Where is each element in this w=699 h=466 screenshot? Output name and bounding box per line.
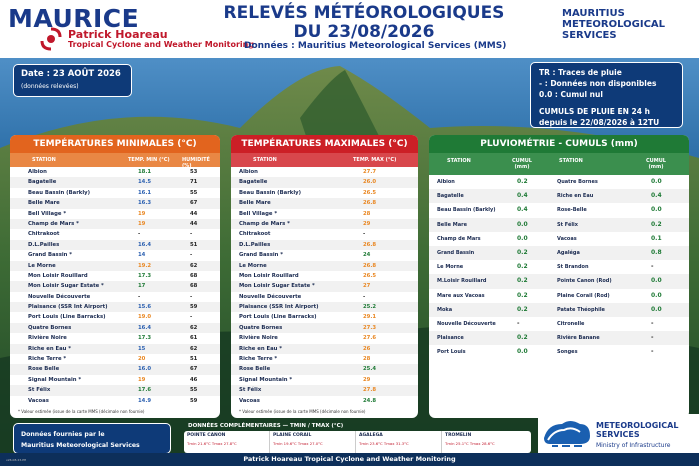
legend-cumul2: depuis le 22/08/2026 à 12TU [539,118,660,127]
station-name: Signal Mountain * [28,376,82,383]
station-name: D.L.Pailles [239,241,271,248]
rain-value: 0.4 [517,206,528,214]
humidity-value: 71 [190,179,198,186]
rain-value: 0.2 [517,291,528,299]
temp-max-value: 25.2 [363,304,377,311]
provided-by-box [13,423,171,454]
station-name: Champ de Mars * [239,220,290,227]
max-col-temp: TEMP. MAX (°C) [353,157,397,163]
humidity-value: 61 [190,335,198,342]
page-title-line2: DU 23/08/2026 [293,22,435,42]
station-name: Beau Bassin (Barkly) [28,189,91,196]
compl-cell [270,431,356,453]
station-name: Rose Belle [28,366,60,373]
temp-max-value: 25.4 [363,366,377,373]
table-row [231,302,418,312]
max-panel-title: TEMPÉRATURES MAXIMALES (°C) [231,135,418,153]
compl-name: AGALEGA [359,433,383,438]
legend-traces: TR : Traces de pluie [539,68,622,77]
max-note: * Valeur estimée (issue de la carte MMS (décimale non fournie) [239,409,366,414]
table-row [10,281,220,291]
table-row [231,292,418,302]
temp-min-value: - [138,293,141,300]
table-row [231,250,418,260]
rain-value: 0.2 [517,277,528,285]
rain-value: 0.0 [651,305,662,313]
humidity-value: 51 [190,356,198,363]
table-row [10,292,220,302]
rain-value: 0.0 [651,291,662,299]
temp-min-value: 15 [138,345,146,352]
legend-nd: - : Données non disponibles [539,79,657,88]
station-name: Mon Loisir Sugar Estate * [28,283,104,290]
temp-min-value: 17 [138,283,146,290]
table-row [231,344,418,354]
station-name: D.L.Pailles [28,241,60,248]
table-row [231,219,418,229]
min-panel-title: TEMPÉRATURES MINIMALES (°C) [10,135,220,153]
temp-min-value: 17.3 [138,335,152,342]
temp-max-value: 27 [363,283,371,290]
station-name: Riche en Eau * [28,345,72,352]
org-line3: SERVICES [562,30,617,41]
temp-min-value: 19.0 [138,314,152,321]
version-tag: v26.08.23-PH [6,458,27,462]
rain-value: - [651,334,654,342]
table-row [231,167,418,177]
temp-max-value: 26.8 [363,200,377,207]
brand-tagline: Tropical Cyclone and Weather Monitoring [68,40,255,49]
max-rows [231,167,418,406]
mms-ministry: Ministry of Infrastructure [596,442,671,449]
compl-values: Tmin 25.1°C Tmax 28.6°C [445,441,495,446]
station-name: Le Morne [239,262,267,269]
table-row [429,218,689,232]
table-row [429,189,689,203]
temp-max-value: 26.5 [363,189,377,196]
table-row [231,375,418,385]
station-name: Nouvelle Découverte [28,293,91,300]
station-name: Signal Mountain * [239,376,293,383]
station-name: Riche en Eau * [239,345,283,352]
station-name: Champ de Mars [437,235,481,242]
brand-subtitle: Patrick Hoareau [68,28,168,41]
temp-min-value: 16.1 [138,189,152,196]
rain-value: 0.4 [517,192,528,200]
header [0,0,699,58]
station-name: Rose-Belle [557,207,587,214]
compl-name: PLAINE CORAIL [273,433,312,438]
humidity-value: - [190,231,193,238]
station-name: Chitrakoot [239,231,271,238]
temp-max-value: 27.7 [363,169,377,175]
station-name: Bagatelle [239,179,268,186]
table-row [231,312,418,322]
humidity-value: 59 [190,304,198,311]
rain-value: - [651,263,654,271]
table-row [231,385,418,395]
station-name: Vacoas [28,397,49,404]
temp-min-value: - [138,231,141,238]
pluvio-panel-title: PLUVIOMÉTRIE - CUMULS (mm) [429,135,689,153]
bottom-bar: Patrick Hoareau Tropical Cyclone and Weather Monitoring [0,453,699,466]
temp-min-value: 14 [138,252,146,259]
rain-value: 0.2 [651,220,662,228]
rainfall-panel [429,135,689,418]
max-panel-header [231,153,418,167]
table-row [231,229,418,239]
station-name: St Brandon [557,264,589,271]
table-row [10,177,220,187]
date-note: (données relevées) [21,83,79,90]
humidity-value: 62 [190,324,198,331]
temp-min-value: 17.6 [138,387,152,394]
humidity-value: 44 [190,210,198,217]
rain-value: 0.2 [517,334,528,342]
station-name: Citronelle [557,320,585,327]
compl-name: POINTE CANON [187,433,226,438]
max-temperature-panel [231,135,418,418]
pluvio-col-station-1: STATION [447,158,471,164]
table-row [429,246,689,260]
table-row [10,209,220,219]
station-name: Chitrakoot [28,231,60,238]
station-name: Quatre Bornes [557,179,598,185]
mms-name [596,421,678,439]
table-row [10,167,220,177]
station-name: Plaisance (SSR Int Airport) [239,304,319,311]
station-name: Nouvelle Découverte [437,320,496,327]
station-name: Moka [437,306,453,313]
station-name: Bagatelle [28,179,57,186]
mms-line2: SERVICES [596,430,640,439]
humidity-value: 62 [190,262,198,269]
min-col-temp: TEMP. MIN (°C) [128,157,170,163]
table-row [231,188,418,198]
rain-value: 0.0 [651,178,662,185]
temp-max-value: 26 [363,345,371,352]
min-col-station: STATION [32,157,56,163]
table-row [231,177,418,187]
compl-cell [184,431,270,453]
org-line1: MAURITIUS [562,8,625,19]
temp-max-value: 27.6 [363,335,377,342]
temp-max-value: 29 [363,220,371,227]
station-name: Champ de Mars * [28,220,79,227]
humidity-value: - [190,252,193,259]
temp-min-value: 18.1 [138,169,152,175]
station-name: Belle Mare [28,200,60,207]
temp-min-value: 16.3 [138,200,152,207]
table-row [10,396,220,406]
rain-value: 0.0 [651,206,662,214]
rain-value: - [517,319,520,327]
station-name: Bell Village * [28,210,67,217]
rain-value: 0.2 [517,248,528,256]
pluvio-col-cumul-2: CUMUL (mm) [646,158,666,170]
temp-max-value: 27.8 [363,387,377,394]
org-name [562,8,665,41]
table-row [10,261,220,271]
legend-cumul1: CUMULS DE PLUIE EN 24 h [539,107,650,116]
pluvio-panel-header [429,153,689,175]
station-name: Plaine Corail (Rod) [557,292,610,299]
table-row [429,317,689,331]
temp-max-value: 26.0 [363,179,377,186]
humidity-value: 62 [190,345,198,352]
temp-min-value: 16.4 [138,241,152,248]
mms-logo-block [538,414,699,454]
date-box [13,64,132,97]
station-name: Beau Bassin (Barkly) [239,189,302,196]
date-label: Date : 23 AOÛT 2026 [21,69,121,79]
station-name: Rose Belle [239,366,271,373]
temp-min-value: 20 [138,356,146,363]
legend-nul: 0.0 : Cumul nul [539,90,603,99]
humidity-value: 68 [190,272,198,279]
station-name: Rivière Banane [557,335,600,342]
temp-min-value: 16.4 [138,324,152,331]
station-name: Grand Bassin * [28,252,73,259]
temp-min-value: 19 [138,210,146,217]
humidity-value: - [190,293,193,300]
table-row [429,203,689,217]
station-name: Port Louis (Line Barracks) [28,314,106,321]
temp-max-value: - [363,231,366,238]
table-row [10,344,220,354]
page-title-line1: RELEVÉS MÉTÉOROLOGIQUES [223,3,505,23]
rain-value: 0.0 [517,234,528,242]
humidity-value: 46 [190,376,198,383]
temp-max-value: 29 [363,376,371,383]
table-row [231,240,418,250]
table-row [429,175,689,189]
temp-min-value: 19.2 [138,262,152,269]
rain-value: 0.0 [517,220,528,228]
station-name: M.Loisir Rouillard [437,278,487,285]
station-name: Port Louis (Line Barracks) [239,314,317,321]
provided-line1: Données fournies par le [21,431,105,438]
humidity-value: - [190,314,193,321]
rain-value: 0.1 [651,234,662,242]
humidity-value: 59 [190,397,198,404]
temp-min-value: 16.0 [138,366,152,373]
humidity-value: 68 [190,283,198,290]
table-row [10,333,220,343]
compl-values: Tmin 21.6°C Tmax 27.8°C [187,441,237,446]
station-name: Le Morne [437,264,464,271]
humidity-value: 55 [190,387,198,394]
temp-min-value: 14.5 [138,179,152,186]
table-row [10,229,220,239]
station-name: Plaisance (SSR Int Airport) [28,304,108,311]
temp-min-value: 15.6 [138,304,152,311]
humidity-value: 55 [190,189,198,196]
rain-value: 0.0 [651,277,662,285]
min-temperature-panel [10,135,220,418]
table-row [231,209,418,219]
table-row [429,289,689,303]
station-name: Nouvelle Découverte [239,293,302,300]
table-row [10,312,220,322]
min-panel-header [10,153,220,167]
temp-min-value: 19 [138,220,146,227]
station-name: Albion [437,179,455,185]
table-row [429,303,689,317]
humidity-value: 51 [190,241,198,248]
table-row [231,198,418,208]
rain-value: 0.8 [651,248,662,256]
rain-value: 0.2 [517,305,528,313]
rain-value: - [651,348,654,356]
temp-min-value: 19 [138,376,146,383]
humidity-value: 53 [190,169,198,175]
table-row [231,271,418,281]
table-row [10,302,220,312]
table-row [10,188,220,198]
station-name: Vacoas [557,235,577,242]
compl-values: Tmin 23.6°C Tmax 31.3°C [359,441,409,446]
station-name: Albion [28,169,47,175]
mms-line1: METEOROLOGICAL [596,421,679,430]
table-row [10,271,220,281]
max-col-station: STATION [253,157,277,163]
humidity-value: 44 [190,220,198,227]
table-row [429,345,689,359]
table-row [429,274,689,288]
station-name: Port Louis [437,349,466,356]
complementary-data [184,421,531,454]
temp-max-value: 26.8 [363,262,377,269]
pluvio-rows [429,175,689,359]
table-row [231,354,418,364]
station-name: Quatre Bornes [239,324,283,331]
rain-value: - [651,319,654,327]
temp-min-value: 17.3 [138,272,152,279]
table-row [10,250,220,260]
table-row [10,198,220,208]
rain-value: 0.4 [651,192,662,200]
temp-max-value: 24 [363,252,371,259]
station-name: Belle Mare [239,200,271,207]
temp-max-value: 27.3 [363,324,377,331]
station-name: Mon Loisir Rouillard [28,272,88,279]
legend-box [530,62,683,128]
temp-min-value: 14.9 [138,397,152,404]
station-name: Rivière Noire [239,335,278,342]
page-title [214,4,514,42]
rain-value: 0.0 [517,348,528,356]
station-name: Mon Loisir Sugar Estate * [239,283,315,290]
humidity-value: 67 [190,200,198,207]
min-rows [10,167,220,406]
table-row [10,385,220,395]
station-name: St Félix [28,387,51,394]
compl-name: TROMELIN [445,433,472,438]
station-name: Grand Bassin * [239,252,284,259]
table-row [231,396,418,406]
station-name: Mare aux Vacoas [437,292,485,299]
table-row [429,331,689,345]
compl-values: Tmin 19.6°C Tmax 27.0°C [273,441,323,446]
temp-max-value: - [363,293,366,300]
table-row [10,323,220,333]
station-name: Vacoas [239,397,260,404]
complementary-title: DONNÉES COMPLÉMENTAIRES — TMIN / TMAX (°C) [188,423,344,429]
compl-cell [356,431,442,453]
station-name: Bagatelle [437,193,464,200]
brand-title: MAURICE [8,4,140,33]
cyclone-icon [38,26,64,52]
station-name: Riche en Eau [557,193,594,200]
station-name: Grand Bassin [437,249,475,256]
table-row [231,261,418,271]
humidity-value: 67 [190,366,198,373]
station-name: Riche Terre * [239,356,278,363]
station-name: Le Morne [28,262,56,269]
station-name: Bell Village * [239,210,278,217]
station-name: Plaisance [437,335,464,342]
station-name: Pointe Canon (Rod) [557,278,612,285]
table-row [10,364,220,374]
table-row [10,375,220,385]
pluvio-col-station-2: STATION [559,158,583,164]
table-row [231,364,418,374]
data-source: Données : Mauritius Meteorological Services (MMS) [244,41,507,51]
temp-max-value: 26.5 [363,272,377,279]
station-name: Mon Loisir Rouillard [239,272,299,279]
rain-value: 0.2 [517,263,528,271]
station-name: Beau Bassin (Barkly) [437,207,496,214]
table-row [231,333,418,343]
table-row [231,323,418,333]
station-name: Belle Mare [437,221,467,228]
table-row [429,260,689,274]
station-name: Songes [557,349,578,356]
station-name: St Félix [239,387,262,394]
station-name: Albion [239,169,258,175]
min-col-hum: HUMIDITÉ (%) [182,157,210,169]
compl-cell [442,431,531,453]
pluvio-col-cumul-1: CUMUL (mm) [512,158,532,170]
table-row [429,232,689,246]
table-row [231,281,418,291]
station-name: Riche Terre * [28,356,67,363]
station-name: Rivière Noire [28,335,67,342]
complementary-cells [184,431,531,453]
provided-line2: Mauritius Meteorological Services [21,442,140,449]
station-name: St Félix [557,221,578,228]
table-row [10,219,220,229]
table-row [10,240,220,250]
min-note: * Valeur estimée (issue de la carte MMS (décimale non fournie) [18,409,145,414]
station-name: Quatre Bornes [28,324,72,331]
station-name: Patate Théophile [557,306,605,313]
station-name: Agaléga [557,249,580,256]
table-row [10,354,220,364]
org-line2: METEOROLOGICAL [562,19,666,30]
temp-max-value: 24.8 [363,397,377,404]
temp-max-value: 29.1 [363,314,377,321]
temp-max-value: 28 [363,210,371,217]
temp-max-value: 26.8 [363,241,377,248]
mms-logo-icon [540,416,594,452]
temp-max-value: 28 [363,356,371,363]
rain-value: 0.2 [517,178,528,185]
